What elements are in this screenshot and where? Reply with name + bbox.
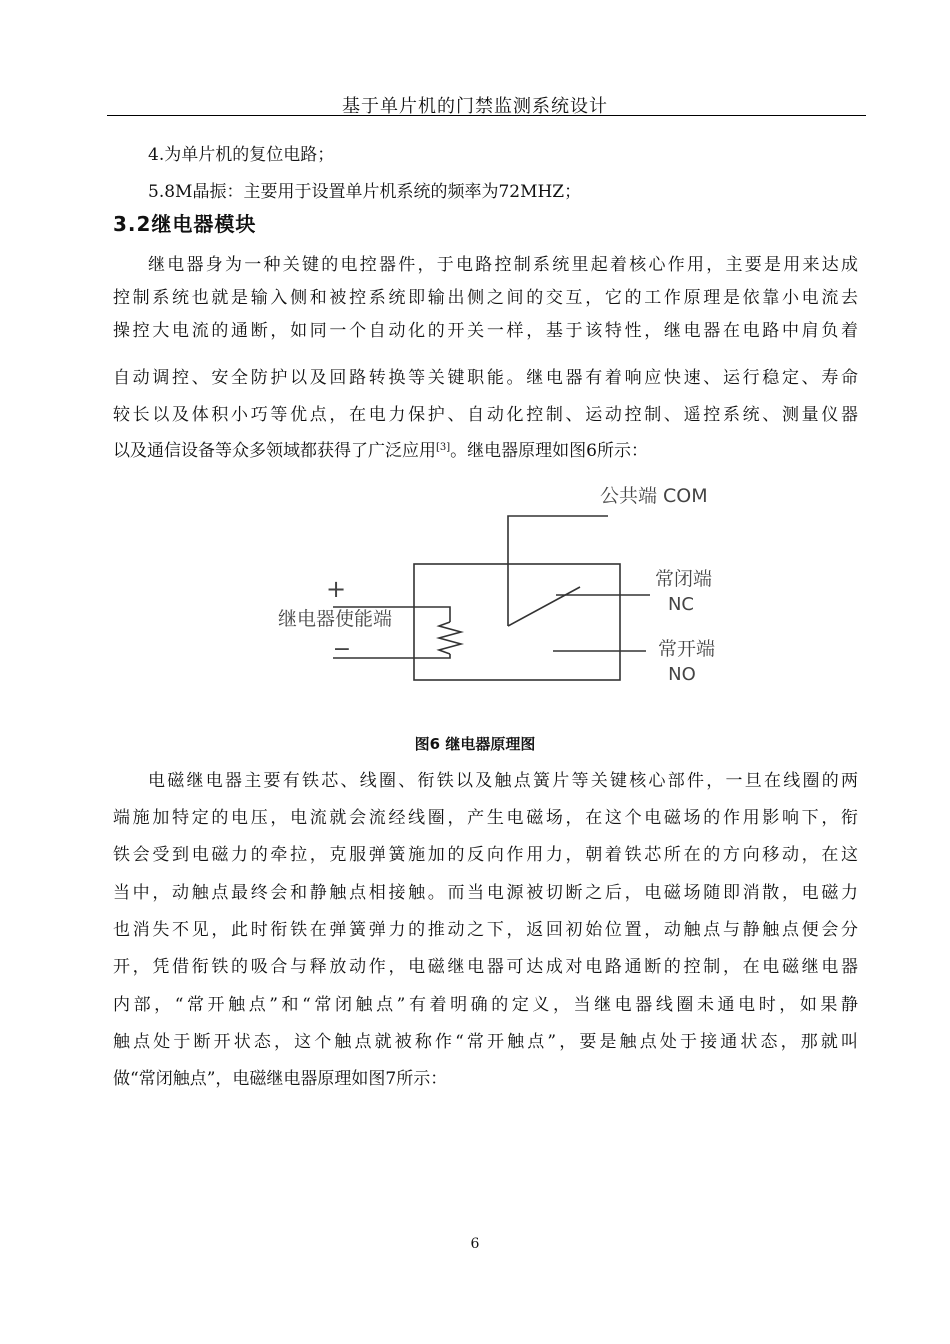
header-rule xyxy=(107,115,866,116)
paragraph-text: 。继电器原理如图6所示： xyxy=(450,441,648,461)
list-item-crystal: 5.8M晶振：主要用于设置单片机系统的频率为72MHZ； xyxy=(148,182,582,202)
com-terminal-label: 公共端 COM xyxy=(600,485,708,507)
paragraph-line: 做“常闭触点”，电磁继电器原理如图7所示： xyxy=(113,1069,448,1089)
paragraph-line: 也消失不见，此时衔铁在弹簧弹力的推动之下，返回初始位置，动触点与静触点便会分 xyxy=(113,920,858,940)
relay-body xyxy=(333,516,650,680)
relay-schematic-figure xyxy=(270,476,730,696)
paragraph-line: 自动调控、安全防护以及回路转换等关键职能。继电器有着响应快速、运行稳定、寿命 xyxy=(113,368,858,388)
no-terminal-label-en: NO xyxy=(668,664,696,685)
relay-coil xyxy=(439,622,461,654)
page-number: 6 xyxy=(470,1236,480,1252)
figure-caption: 图6 继电器原理图 xyxy=(414,735,536,753)
plus-terminal-label: + xyxy=(325,575,347,603)
paragraph-line: 开，凭借衔铁的吸合与释放动作，电磁继电器可达成对电路通断的控制，在电磁继电器 xyxy=(113,957,858,977)
nc-terminal-label-en: NC xyxy=(667,594,695,615)
paragraph-line xyxy=(113,436,858,461)
com-wire xyxy=(508,516,608,626)
section-heading: 3.2继电器模块 xyxy=(113,212,257,236)
no-terminal-label-cn: 常开端 xyxy=(658,638,716,660)
paragraph-line: 铁会受到电磁力的牵拉，克服弹簧施加的反向作用力，朝着铁芯所在的方向移动，在这 xyxy=(113,845,858,865)
paragraph-line: 内部，“常开触点”和“常闭触点”有着明确的定义，当继电器线圈未通电时，如果静 xyxy=(113,995,858,1015)
switch-armature xyxy=(508,587,580,626)
paragraph-text: 以及通信设备等众多领域都获得了广泛应用 xyxy=(113,441,436,461)
list-item-reset-circuit: 4.为单片机的复位电路； xyxy=(148,145,335,165)
paragraph-line: 操控大电流的通断，如同一个自动化的开关一样，基于该特性，继电器在电路中肩负着 xyxy=(113,321,858,341)
nc-terminal-label-cn: 常闭端 xyxy=(655,568,713,590)
paragraph-line: 电磁继电器主要有铁芯、线圈、衔铁以及触点簧片等关键核心部件，一旦在线圈的两 xyxy=(148,771,858,791)
page-header-title: 基于单片机的门禁监测系统设计 xyxy=(342,96,608,117)
minus-terminal-label: − xyxy=(332,637,352,662)
enable-terminal-label: 继电器使能端 xyxy=(278,608,393,630)
paragraph-line: 较长以及体积小巧等优点，在电力保护、自动化控制、运动控制、遥控系统、测量仪器 xyxy=(113,405,858,425)
paragraph-line: 端施加特定的电压，电流就会流经线圈，产生电磁场，在这个电磁场的作用影响下，衔 xyxy=(113,808,858,828)
paragraph-line: 当中，动触点最终会和静触点相接触。而当电源被切断之后，电磁场随即消散，电磁力 xyxy=(113,883,858,903)
paragraph-line: 触点处于断开状态，这个触点就被称作“常开触点”，要是触点处于接通状态，那就叫 xyxy=(113,1032,858,1052)
paragraph-line: 继电器身为一种关键的电控器件，于电路控制系统里起着核心作用，主要是用来达成 xyxy=(148,255,858,275)
paragraph-line: 控制系统也就是输入侧和被控系统即输出侧之间的交互，它的工作原理是依靠小电流去 xyxy=(113,288,858,308)
citation-ref[interactable]: [3] xyxy=(436,442,451,453)
